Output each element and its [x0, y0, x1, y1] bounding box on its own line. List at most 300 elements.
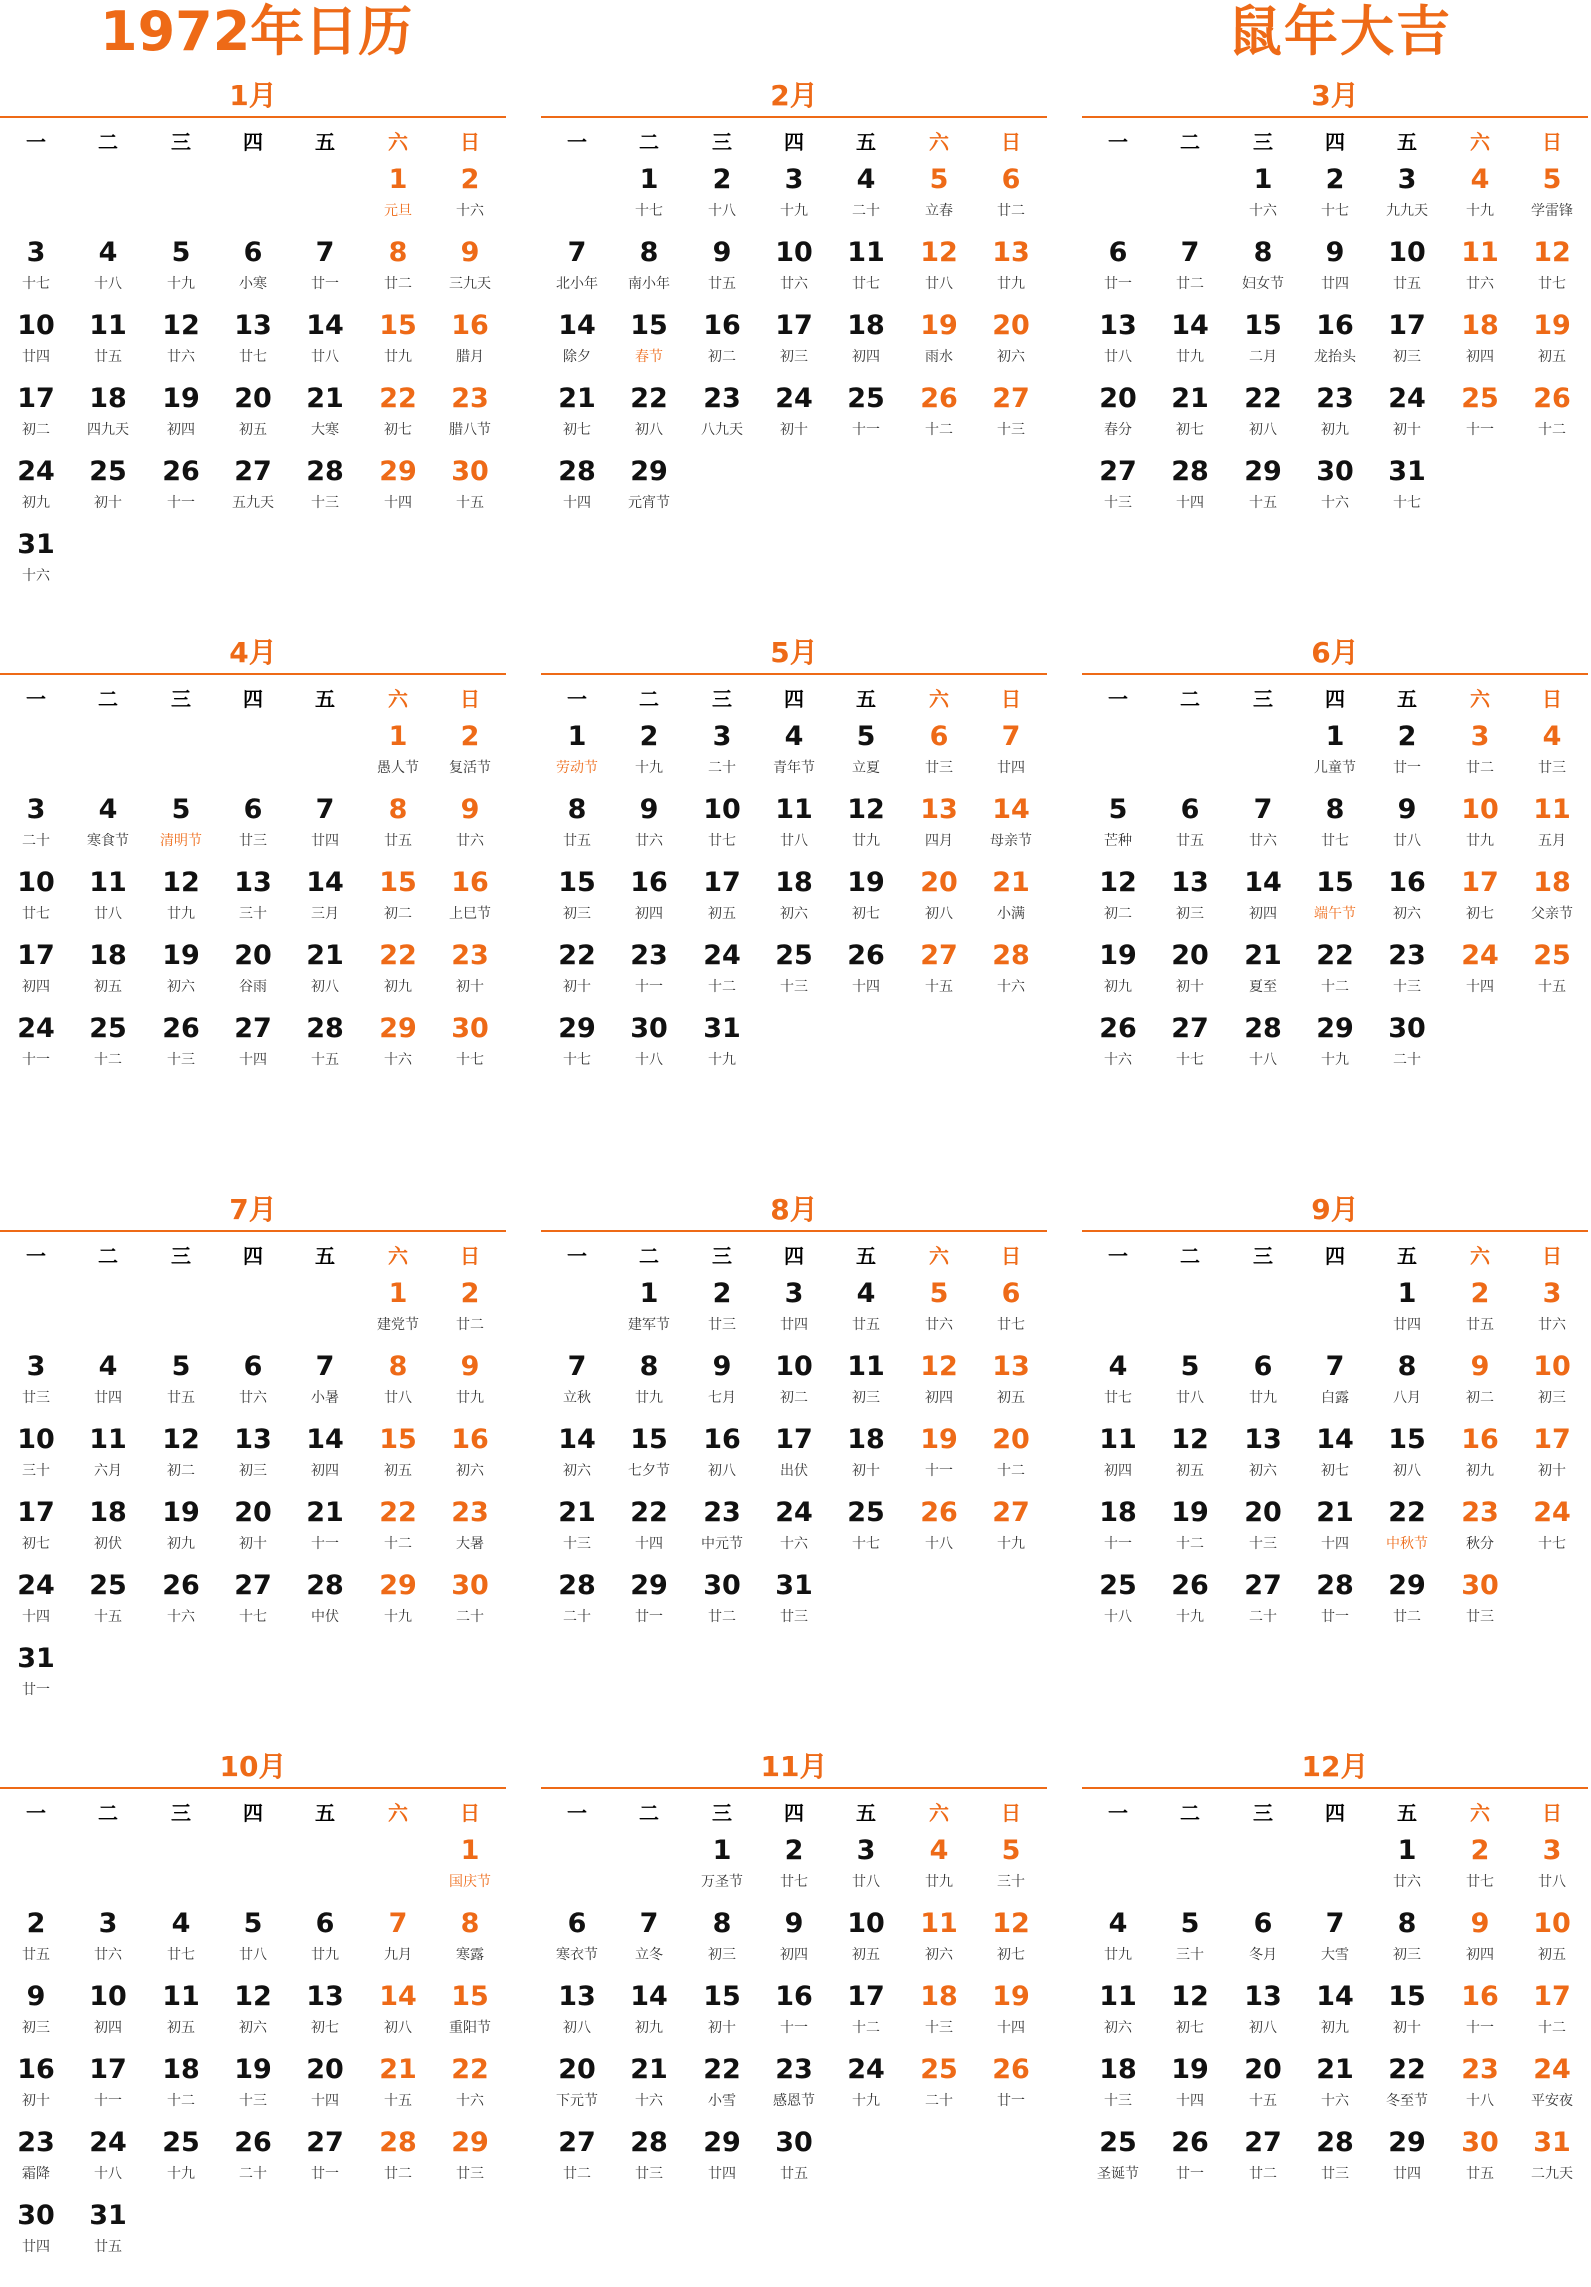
day-cell[interactable]	[686, 1904, 758, 1977]
day-cell[interactable]	[0, 379, 72, 452]
day-cell[interactable]	[613, 1566, 685, 1639]
day-cell[interactable]	[1299, 233, 1371, 306]
day-cell[interactable]	[686, 1009, 758, 1082]
day-cell[interactable]	[1227, 1009, 1299, 1082]
day-cell[interactable]	[1227, 1566, 1299, 1639]
day-cell[interactable]	[434, 1831, 506, 1904]
day-cell[interactable]	[686, 863, 758, 936]
day-cell[interactable]	[1516, 790, 1588, 863]
day-cell[interactable]	[975, 1420, 1047, 1493]
day-cell[interactable]	[686, 1977, 758, 2050]
day-cell[interactable]	[975, 306, 1047, 379]
day-cell[interactable]	[613, 1274, 685, 1347]
day-cell[interactable]	[830, 1420, 902, 1493]
day-cell[interactable]	[1299, 1420, 1371, 1493]
day-cell[interactable]	[541, 452, 613, 525]
day-cell[interactable]	[1299, 1904, 1371, 1977]
day-cell[interactable]	[0, 1493, 72, 1566]
day-cell[interactable]	[145, 1009, 217, 1082]
day-cell[interactable]	[903, 863, 975, 936]
day-cell[interactable]	[0, 452, 72, 525]
day-cell[interactable]	[434, 2050, 506, 2123]
day-cell[interactable]	[434, 1566, 506, 1639]
day-cell[interactable]	[362, 717, 434, 790]
day-cell[interactable]	[362, 1347, 434, 1420]
day-cell[interactable]	[362, 2050, 434, 2123]
day-cell[interactable]	[217, 1420, 289, 1493]
day-cell[interactable]	[1371, 1420, 1443, 1493]
day-cell[interactable]	[758, 233, 830, 306]
day-cell[interactable]	[975, 2050, 1047, 2123]
day-cell[interactable]	[758, 1493, 830, 1566]
day-cell[interactable]	[1082, 863, 1154, 936]
day-cell[interactable]	[434, 1420, 506, 1493]
day-cell[interactable]	[1444, 306, 1516, 379]
day-cell[interactable]	[434, 306, 506, 379]
day-cell[interactable]	[1444, 1977, 1516, 2050]
day-cell[interactable]	[0, 1904, 72, 1977]
day-cell[interactable]	[145, 863, 217, 936]
day-cell[interactable]	[1444, 936, 1516, 1009]
day-cell[interactable]	[686, 1347, 758, 1420]
day-cell[interactable]	[1227, 2123, 1299, 2196]
day-cell[interactable]	[541, 1493, 613, 1566]
day-cell[interactable]	[1516, 1274, 1588, 1347]
day-cell[interactable]	[217, 1347, 289, 1420]
day-cell[interactable]	[362, 1977, 434, 2050]
day-cell[interactable]	[903, 1493, 975, 1566]
day-cell[interactable]	[0, 1639, 72, 1712]
day-cell[interactable]	[1444, 863, 1516, 936]
day-cell[interactable]	[72, 452, 144, 525]
day-cell[interactable]	[1154, 452, 1226, 525]
day-cell[interactable]	[1516, 2123, 1588, 2196]
day-cell[interactable]	[686, 306, 758, 379]
day-cell[interactable]	[541, 1566, 613, 1639]
day-cell[interactable]	[686, 160, 758, 233]
day-cell[interactable]	[1371, 1566, 1443, 1639]
day-cell[interactable]	[289, 1493, 361, 1566]
day-cell[interactable]	[758, 936, 830, 1009]
day-cell[interactable]	[903, 1904, 975, 1977]
day-cell[interactable]	[613, 2123, 685, 2196]
day-cell[interactable]	[217, 1009, 289, 1082]
day-cell[interactable]	[1516, 1420, 1588, 1493]
day-cell[interactable]	[975, 160, 1047, 233]
day-cell[interactable]	[217, 863, 289, 936]
day-cell[interactable]	[72, 233, 144, 306]
day-cell[interactable]	[903, 717, 975, 790]
day-cell[interactable]	[1082, 1904, 1154, 1977]
day-cell[interactable]	[1227, 790, 1299, 863]
day-cell[interactable]	[362, 379, 434, 452]
day-cell[interactable]	[1227, 1977, 1299, 2050]
day-cell[interactable]	[1082, 1420, 1154, 1493]
day-cell[interactable]	[434, 1977, 506, 2050]
day-cell[interactable]	[362, 790, 434, 863]
day-cell[interactable]	[1299, 790, 1371, 863]
day-cell[interactable]	[1516, 1347, 1588, 1420]
day-cell[interactable]	[613, 1420, 685, 1493]
day-cell[interactable]	[1299, 1566, 1371, 1639]
day-cell[interactable]	[830, 1977, 902, 2050]
day-cell[interactable]	[975, 863, 1047, 936]
day-cell[interactable]	[1444, 1831, 1516, 1904]
day-cell[interactable]	[1299, 1009, 1371, 1082]
day-cell[interactable]	[686, 1493, 758, 1566]
day-cell[interactable]	[0, 1009, 72, 1082]
day-cell[interactable]	[758, 717, 830, 790]
day-cell[interactable]	[830, 1831, 902, 1904]
day-cell[interactable]	[217, 790, 289, 863]
day-cell[interactable]	[217, 1977, 289, 2050]
day-cell[interactable]	[541, 1977, 613, 2050]
day-cell[interactable]	[1516, 306, 1588, 379]
day-cell[interactable]	[686, 790, 758, 863]
day-cell[interactable]	[72, 1904, 144, 1977]
day-cell[interactable]	[1371, 379, 1443, 452]
day-cell[interactable]	[830, 863, 902, 936]
day-cell[interactable]	[541, 1420, 613, 1493]
day-cell[interactable]	[72, 790, 144, 863]
day-cell[interactable]	[541, 306, 613, 379]
day-cell[interactable]	[1371, 1831, 1443, 1904]
day-cell[interactable]	[541, 2123, 613, 2196]
day-cell[interactable]	[1154, 306, 1226, 379]
day-cell[interactable]	[1299, 936, 1371, 1009]
day-cell[interactable]	[1154, 790, 1226, 863]
day-cell[interactable]	[1154, 233, 1226, 306]
day-cell[interactable]	[1227, 452, 1299, 525]
day-cell[interactable]	[1154, 2123, 1226, 2196]
day-cell[interactable]	[362, 233, 434, 306]
day-cell[interactable]	[975, 1904, 1047, 1977]
day-cell[interactable]	[1444, 1347, 1516, 1420]
day-cell[interactable]	[217, 1566, 289, 1639]
day-cell[interactable]	[145, 2123, 217, 2196]
day-cell[interactable]	[613, 306, 685, 379]
day-cell[interactable]	[903, 936, 975, 1009]
day-cell[interactable]	[1444, 1274, 1516, 1347]
day-cell[interactable]	[758, 306, 830, 379]
day-cell[interactable]	[217, 452, 289, 525]
day-cell[interactable]	[362, 1420, 434, 1493]
day-cell[interactable]	[217, 2050, 289, 2123]
day-cell[interactable]	[217, 306, 289, 379]
day-cell[interactable]	[434, 1347, 506, 1420]
day-cell[interactable]	[1516, 1977, 1588, 2050]
day-cell[interactable]	[686, 233, 758, 306]
day-cell[interactable]	[1227, 1493, 1299, 1566]
day-cell[interactable]	[1371, 1904, 1443, 1977]
day-cell[interactable]	[1444, 1493, 1516, 1566]
day-cell[interactable]	[1299, 1977, 1371, 2050]
day-cell[interactable]	[362, 160, 434, 233]
day-cell[interactable]	[1227, 863, 1299, 936]
day-cell[interactable]	[1444, 1904, 1516, 1977]
day-cell[interactable]	[1299, 452, 1371, 525]
day-cell[interactable]	[145, 1566, 217, 1639]
day-cell[interactable]	[1516, 2050, 1588, 2123]
day-cell[interactable]	[289, 1009, 361, 1082]
day-cell[interactable]	[758, 863, 830, 936]
day-cell[interactable]	[289, 2123, 361, 2196]
day-cell[interactable]	[830, 379, 902, 452]
day-cell[interactable]	[903, 1831, 975, 1904]
day-cell[interactable]	[1444, 1420, 1516, 1493]
day-cell[interactable]	[686, 1274, 758, 1347]
day-cell[interactable]	[1154, 1904, 1226, 1977]
day-cell[interactable]	[1154, 1977, 1226, 2050]
day-cell[interactable]	[289, 452, 361, 525]
day-cell[interactable]	[1082, 306, 1154, 379]
day-cell[interactable]	[1371, 1009, 1443, 1082]
day-cell[interactable]	[686, 379, 758, 452]
day-cell[interactable]	[362, 1566, 434, 1639]
day-cell[interactable]	[0, 790, 72, 863]
day-cell[interactable]	[613, 452, 685, 525]
day-cell[interactable]	[145, 306, 217, 379]
day-cell[interactable]	[830, 1904, 902, 1977]
day-cell[interactable]	[541, 379, 613, 452]
day-cell[interactable]	[72, 2196, 144, 2269]
day-cell[interactable]	[434, 379, 506, 452]
day-cell[interactable]	[0, 1977, 72, 2050]
day-cell[interactable]	[541, 1347, 613, 1420]
day-cell[interactable]	[1371, 717, 1443, 790]
day-cell[interactable]	[72, 1977, 144, 2050]
day-cell[interactable]	[217, 1904, 289, 1977]
day-cell[interactable]	[758, 379, 830, 452]
day-cell[interactable]	[758, 1274, 830, 1347]
day-cell[interactable]	[1082, 379, 1154, 452]
day-cell[interactable]	[613, 1977, 685, 2050]
day-cell[interactable]	[434, 2123, 506, 2196]
day-cell[interactable]	[903, 1274, 975, 1347]
day-cell[interactable]	[1516, 1493, 1588, 1566]
day-cell[interactable]	[289, 1977, 361, 2050]
day-cell[interactable]	[1299, 2123, 1371, 2196]
day-cell[interactable]	[1371, 790, 1443, 863]
day-cell[interactable]	[830, 1347, 902, 1420]
day-cell[interactable]	[903, 160, 975, 233]
day-cell[interactable]	[1082, 1977, 1154, 2050]
day-cell[interactable]	[1154, 1493, 1226, 1566]
day-cell[interactable]	[72, 379, 144, 452]
day-cell[interactable]	[975, 1831, 1047, 1904]
day-cell[interactable]	[830, 936, 902, 1009]
day-cell[interactable]	[1516, 863, 1588, 936]
day-cell[interactable]	[1444, 790, 1516, 863]
day-cell[interactable]	[72, 1347, 144, 1420]
day-cell[interactable]	[434, 1493, 506, 1566]
day-cell[interactable]	[1227, 1420, 1299, 1493]
day-cell[interactable]	[0, 1420, 72, 1493]
day-cell[interactable]	[1371, 452, 1443, 525]
day-cell[interactable]	[1444, 160, 1516, 233]
day-cell[interactable]	[1227, 379, 1299, 452]
day-cell[interactable]	[903, 1347, 975, 1420]
day-cell[interactable]	[289, 1347, 361, 1420]
day-cell[interactable]	[758, 790, 830, 863]
day-cell[interactable]	[1082, 1347, 1154, 1420]
day-cell[interactable]	[1299, 306, 1371, 379]
day-cell[interactable]	[758, 1566, 830, 1639]
day-cell[interactable]	[903, 233, 975, 306]
day-cell[interactable]	[541, 936, 613, 1009]
day-cell[interactable]	[541, 233, 613, 306]
day-cell[interactable]	[72, 1009, 144, 1082]
day-cell[interactable]	[217, 1493, 289, 1566]
day-cell[interactable]	[289, 863, 361, 936]
day-cell[interactable]	[758, 2050, 830, 2123]
day-cell[interactable]	[1154, 1009, 1226, 1082]
day-cell[interactable]	[1371, 863, 1443, 936]
day-cell[interactable]	[1082, 1566, 1154, 1639]
day-cell[interactable]	[758, 2123, 830, 2196]
day-cell[interactable]	[1082, 233, 1154, 306]
day-cell[interactable]	[362, 1904, 434, 1977]
day-cell[interactable]	[145, 1493, 217, 1566]
day-cell[interactable]	[0, 1347, 72, 1420]
day-cell[interactable]	[1444, 233, 1516, 306]
day-cell[interactable]	[362, 1009, 434, 1082]
day-cell[interactable]	[758, 1977, 830, 2050]
day-cell[interactable]	[72, 1566, 144, 1639]
day-cell[interactable]	[434, 863, 506, 936]
day-cell[interactable]	[1371, 160, 1443, 233]
day-cell[interactable]	[1371, 1274, 1443, 1347]
day-cell[interactable]	[975, 379, 1047, 452]
day-cell[interactable]	[0, 936, 72, 1009]
day-cell[interactable]	[758, 1347, 830, 1420]
day-cell[interactable]	[1299, 717, 1371, 790]
day-cell[interactable]	[975, 1347, 1047, 1420]
day-cell[interactable]	[289, 936, 361, 1009]
day-cell[interactable]	[1371, 2050, 1443, 2123]
day-cell[interactable]	[289, 2050, 361, 2123]
day-cell[interactable]	[145, 2050, 217, 2123]
day-cell[interactable]	[1516, 1904, 1588, 1977]
day-cell[interactable]	[830, 717, 902, 790]
day-cell[interactable]	[362, 936, 434, 1009]
day-cell[interactable]	[1371, 233, 1443, 306]
day-cell[interactable]	[72, 863, 144, 936]
day-cell[interactable]	[686, 1420, 758, 1493]
day-cell[interactable]	[686, 2050, 758, 2123]
day-cell[interactable]	[1299, 1493, 1371, 1566]
day-cell[interactable]	[613, 233, 685, 306]
day-cell[interactable]	[1516, 1831, 1588, 1904]
day-cell[interactable]	[975, 936, 1047, 1009]
day-cell[interactable]	[362, 1274, 434, 1347]
day-cell[interactable]	[145, 233, 217, 306]
day-cell[interactable]	[613, 717, 685, 790]
day-cell[interactable]	[362, 1493, 434, 1566]
day-cell[interactable]	[0, 863, 72, 936]
day-cell[interactable]	[686, 1831, 758, 1904]
day-cell[interactable]	[1227, 1904, 1299, 1977]
day-cell[interactable]	[613, 379, 685, 452]
day-cell[interactable]	[145, 1347, 217, 1420]
day-cell[interactable]	[903, 379, 975, 452]
day-cell[interactable]	[1154, 379, 1226, 452]
day-cell[interactable]	[975, 1977, 1047, 2050]
day-cell[interactable]	[434, 1274, 506, 1347]
day-cell[interactable]	[145, 1977, 217, 2050]
day-cell[interactable]	[1082, 936, 1154, 1009]
day-cell[interactable]	[434, 233, 506, 306]
day-cell[interactable]	[1444, 1566, 1516, 1639]
day-cell[interactable]	[289, 1420, 361, 1493]
day-cell[interactable]	[145, 1420, 217, 1493]
day-cell[interactable]	[145, 1904, 217, 1977]
day-cell[interactable]	[217, 2123, 289, 2196]
day-cell[interactable]	[0, 2050, 72, 2123]
day-cell[interactable]	[903, 790, 975, 863]
day-cell[interactable]	[903, 306, 975, 379]
day-cell[interactable]	[362, 306, 434, 379]
day-cell[interactable]	[686, 1566, 758, 1639]
day-cell[interactable]	[903, 1420, 975, 1493]
day-cell[interactable]	[1444, 2123, 1516, 2196]
day-cell[interactable]	[1154, 936, 1226, 1009]
day-cell[interactable]	[1227, 160, 1299, 233]
day-cell[interactable]	[758, 1904, 830, 1977]
day-cell[interactable]	[1299, 1347, 1371, 1420]
day-cell[interactable]	[1444, 379, 1516, 452]
day-cell[interactable]	[686, 2123, 758, 2196]
day-cell[interactable]	[145, 790, 217, 863]
day-cell[interactable]	[0, 525, 72, 598]
day-cell[interactable]	[975, 790, 1047, 863]
day-cell[interactable]	[1516, 160, 1588, 233]
day-cell[interactable]	[1227, 936, 1299, 1009]
day-cell[interactable]	[434, 1904, 506, 1977]
day-cell[interactable]	[1299, 863, 1371, 936]
day-cell[interactable]	[613, 1347, 685, 1420]
day-cell[interactable]	[830, 160, 902, 233]
day-cell[interactable]	[613, 1493, 685, 1566]
day-cell[interactable]	[1444, 2050, 1516, 2123]
day-cell[interactable]	[0, 2196, 72, 2269]
day-cell[interactable]	[434, 936, 506, 1009]
day-cell[interactable]	[830, 790, 902, 863]
day-cell[interactable]	[0, 233, 72, 306]
day-cell[interactable]	[541, 717, 613, 790]
day-cell[interactable]	[1516, 379, 1588, 452]
day-cell[interactable]	[1227, 2050, 1299, 2123]
day-cell[interactable]	[1082, 1493, 1154, 1566]
day-cell[interactable]	[1082, 2050, 1154, 2123]
day-cell[interactable]	[289, 306, 361, 379]
day-cell[interactable]	[541, 790, 613, 863]
day-cell[interactable]	[1299, 2050, 1371, 2123]
day-cell[interactable]	[289, 1904, 361, 1977]
day-cell[interactable]	[1516, 233, 1588, 306]
day-cell[interactable]	[434, 452, 506, 525]
day-cell[interactable]	[686, 717, 758, 790]
day-cell[interactable]	[830, 233, 902, 306]
day-cell[interactable]	[1154, 1347, 1226, 1420]
day-cell[interactable]	[0, 1566, 72, 1639]
day-cell[interactable]	[289, 233, 361, 306]
day-cell[interactable]	[72, 2050, 144, 2123]
day-cell[interactable]	[362, 863, 434, 936]
day-cell[interactable]	[1444, 717, 1516, 790]
day-cell[interactable]	[1371, 2123, 1443, 2196]
day-cell[interactable]	[1154, 863, 1226, 936]
